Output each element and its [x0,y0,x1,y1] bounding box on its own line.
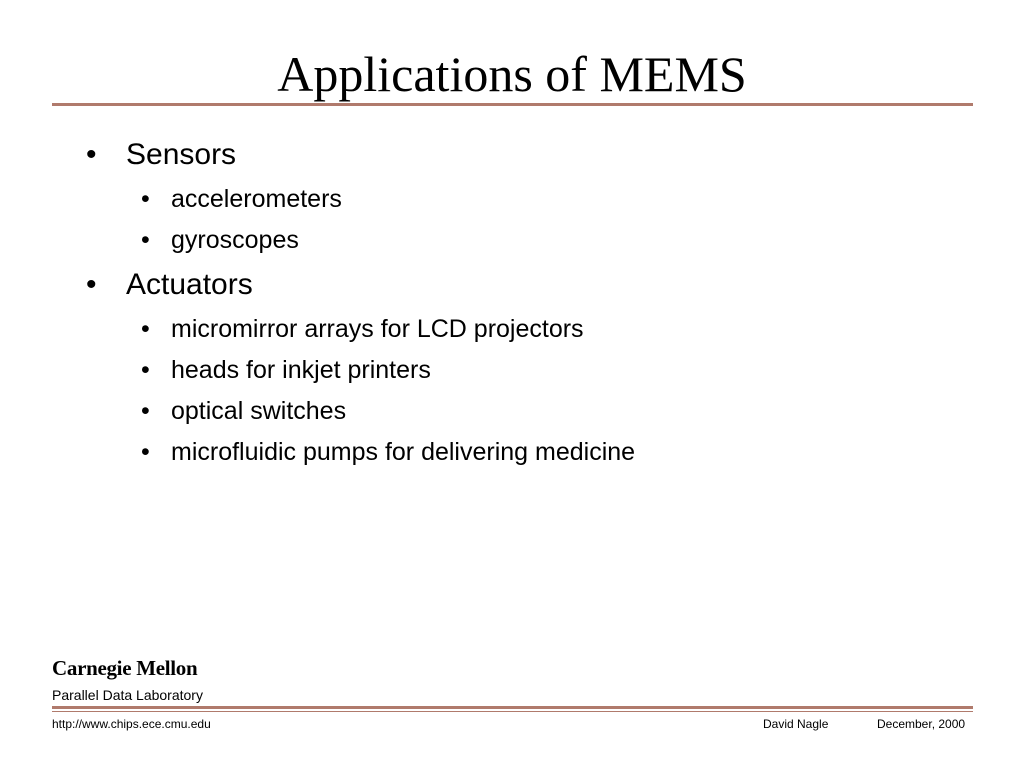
bullet-glyph: • [141,438,150,466]
bullet-glyph: • [86,268,97,301]
bullet-label: Sensors [126,138,237,171]
slide-title: Applications of MEMS [277,46,747,102]
sub-bullet-label: gyroscopes [171,226,299,254]
footer-divider-thin [52,711,973,712]
bullet-glyph: • [86,138,97,171]
bullet-glyph: • [141,356,150,384]
bullet-glyph: • [141,315,150,343]
sub-bullet-label: accelerometers [171,185,342,213]
bullet-label: Actuators [126,268,253,301]
bullet-glyph: • [141,397,150,425]
sub-bullet-label: micromirror arrays for LCD projectors [171,315,584,343]
sub-bullet-label: optical switches [171,397,347,425]
footer-author: David Nagle [763,717,829,731]
bullet-glyph: • [141,226,150,254]
logo-wordmark: Carnegie Mellon [52,656,198,680]
sub-bullet-label: heads for inkjet printers [171,356,431,384]
logo-subtitle: Parallel Data Laboratory [52,687,203,703]
footer-url: http://www.chips.ece.cmu.edu [52,717,211,731]
bullet-glyph: • [141,185,150,213]
cmu-logo [52,655,203,705]
footer-divider [52,706,973,709]
footer-date: December, 2000 [877,717,966,731]
sub-bullet-label: microfluidic pumps for delivering medicine [171,438,636,466]
